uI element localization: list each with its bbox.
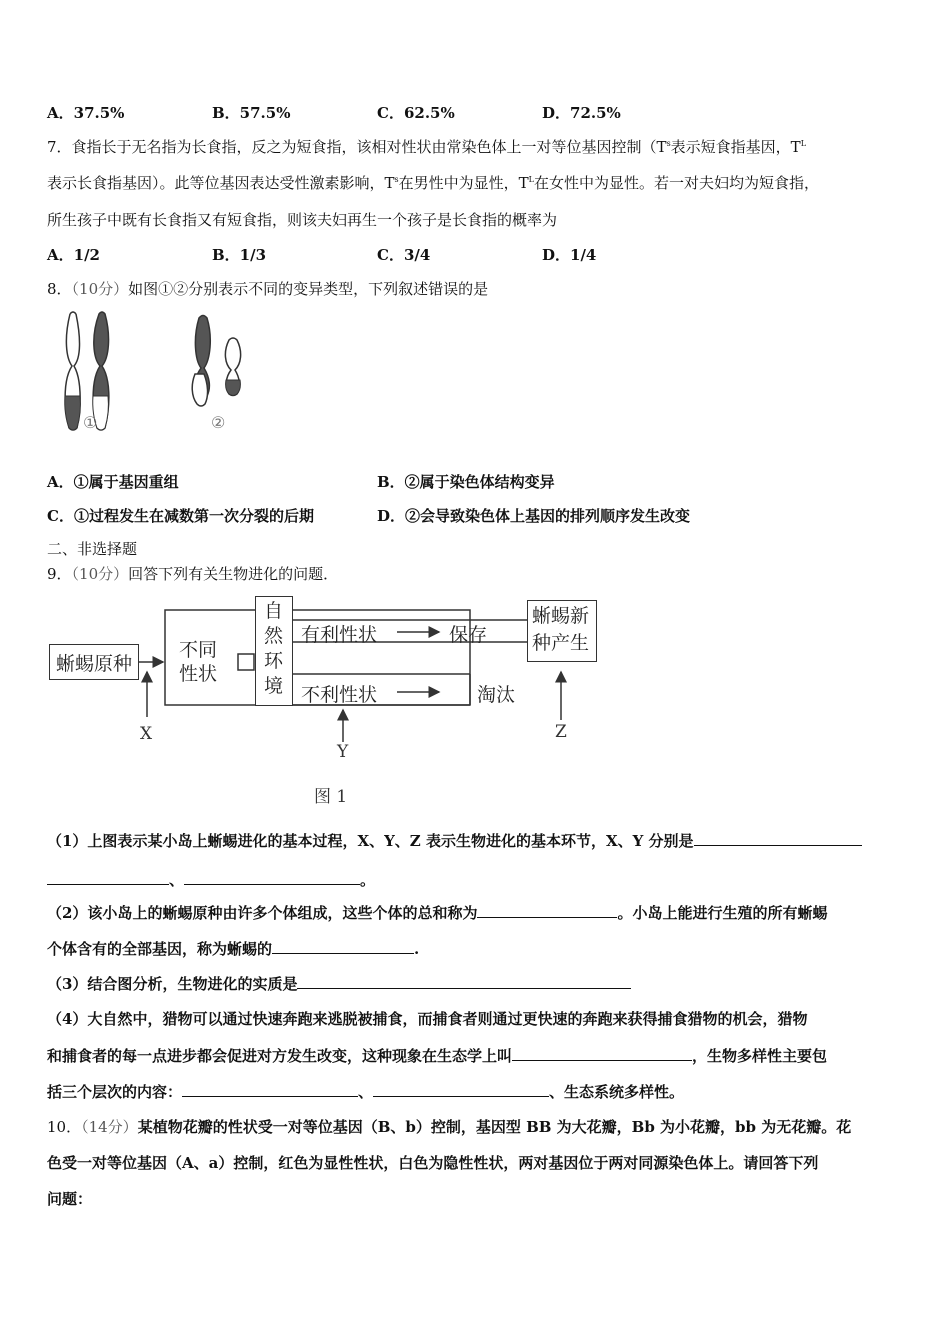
- q9-part-1-cont: [47, 870, 375, 890]
- question-number: 10．: [47, 1118, 82, 1136]
- q9-text: 、生态系统多样性。: [549, 1083, 685, 1101]
- favorable-label: 有利性状: [301, 624, 378, 646]
- q9-part-2-cont: [47, 939, 419, 959]
- q6-option-a: A．37.5%: [47, 104, 125, 122]
- eliminate-label: 淘汰: [477, 684, 516, 706]
- q7-superscript: L: [528, 175, 534, 184]
- q9-text: ，生物多样性主要包: [692, 1047, 828, 1065]
- q7-line-3: 所生孩子中既有长食指又有短食指，则该夫妇再生一个孩子是长食指的概率为: [47, 211, 558, 229]
- q7-option-c: C．3/4: [377, 246, 431, 264]
- chromosome-dark-tip: [226, 380, 241, 396]
- q9-text: 。小岛上能进行生殖的所有蜥蜴: [617, 904, 828, 922]
- q9-part-2: [47, 903, 827, 923]
- q9-text: 、: [169, 871, 185, 889]
- q9-text: （3）结合图分析，生物进化的实质是: [47, 975, 298, 993]
- section-heading: 二、非选择题: [47, 540, 138, 558]
- env-char: 然: [264, 625, 284, 647]
- env-char: 自: [264, 600, 284, 622]
- unfavorable-label: 不利性状: [301, 684, 378, 706]
- q7-option-d: D．1/4: [542, 246, 597, 264]
- new-species-line-2: 种产生: [532, 632, 590, 654]
- q7-superscript: s: [394, 175, 399, 184]
- answer-blank[interactable]: [272, 939, 414, 954]
- q9-text: 。: [360, 871, 376, 889]
- answer-blank[interactable]: [184, 870, 360, 885]
- new-species-box: [527, 600, 597, 662]
- traits-label: [179, 638, 217, 686]
- q7-option-a: A．1/2: [47, 246, 100, 264]
- q10-line-2: 色受一对等位基因（A、a）控制，红色为显性性状，白色为隐性性状，两对基因位于两对同源染色体上。请回答下列: [47, 1154, 819, 1172]
- q7-options: [47, 244, 907, 264]
- q7-superscript: L: [800, 139, 806, 148]
- q8-option-a: A．①属于基因重组: [47, 473, 179, 491]
- question-score: （14分）: [81, 1118, 138, 1136]
- keep-label: 保存: [449, 624, 488, 646]
- question-text: 某植物花瓣的性状受一对等位基因（B、b）控制，基因型 BB 为大花瓣，Bb 为小花瓣，bb 为无花瓣。花: [137, 1118, 852, 1136]
- answer-blank[interactable]: [373, 1082, 549, 1097]
- q9-text: 个体含有的全部基因，称为蜥蜴的: [47, 940, 273, 958]
- label-z: Z: [555, 722, 567, 742]
- q7-text: 在女性中为显性。若一对夫妇均为短食指，: [533, 174, 819, 192]
- q6-option-d: D．72.5%: [542, 104, 621, 122]
- q9-text: 、: [358, 1083, 374, 1101]
- q9-stem: [47, 564, 338, 584]
- answer-blank[interactable]: [694, 831, 862, 846]
- q8-option-d: D．②会导致染色体上基因的排列顺序发生改变: [377, 507, 691, 525]
- chromosome-figure: [55, 308, 265, 438]
- q9-text: 和捕食者的每一点进步都会促进对方发生改变，这种现象在生态学上叫: [47, 1047, 513, 1065]
- q8-options-row-1: [47, 471, 907, 491]
- q6-option-b: B．57.5%: [212, 104, 291, 122]
- figure-caption: 图 1: [314, 787, 348, 807]
- q7-option-b: B．1/3: [212, 246, 267, 264]
- q7-text: 表示短食指基因，T: [670, 138, 801, 156]
- question-number: 8．: [47, 280, 72, 298]
- q10-line-3: 问题：: [47, 1190, 93, 1208]
- question-text: 如图①②分别表示不同的变异类型，下列叙述错误的是: [128, 280, 489, 298]
- fig-label-1: ①: [83, 413, 98, 432]
- answer-blank[interactable]: [182, 1082, 358, 1097]
- chromosome-pair-2: [192, 316, 240, 407]
- q8-option-b: B．②属于染色体结构变异: [377, 473, 555, 491]
- q7-text: 在男性中为显性，T: [398, 174, 529, 192]
- q10-line-1: [47, 1117, 851, 1137]
- evolution-diagram: [45, 592, 615, 807]
- q9-part-4: （4）大自然中，猎物可以通过快速奔跑来逃脱被捕食，而捕食者则通过更快速的奔跑来获得捕食猎物的机会，猎物: [47, 1010, 808, 1028]
- answer-blank[interactable]: [297, 974, 631, 989]
- traits-line-1: 不同: [179, 639, 218, 661]
- question-score: （10分）: [71, 565, 129, 583]
- q8-option-c: C．①过程发生在减数第一次分裂的后期: [47, 507, 314, 525]
- env-char: 境: [264, 675, 284, 697]
- question-text: 回答下列有关生物进化的问题．: [128, 565, 339, 583]
- label-y: Y: [337, 742, 349, 762]
- answer-blank[interactable]: [477, 903, 617, 918]
- env-char: 环: [264, 650, 284, 672]
- q8-stem: [47, 279, 488, 299]
- q7-text: 表示长食指基因）。此等位基因表达受性激素影响，T: [47, 174, 395, 192]
- species-box: [49, 644, 139, 680]
- traits-line-2: 性状: [179, 663, 218, 685]
- q6-options: [47, 102, 907, 122]
- q9-part-4-cont: [47, 1046, 827, 1066]
- q9-text: .: [414, 940, 420, 958]
- q7-superscript: s: [666, 139, 671, 148]
- chromosome-dark-segment: [65, 396, 81, 430]
- species-label: 蜥蜴原种: [56, 653, 133, 675]
- q7-line-2: [47, 173, 819, 193]
- q7-line-1: [47, 137, 806, 157]
- q9-part-1: [47, 831, 862, 851]
- question-number: 9．: [47, 565, 72, 583]
- q9-part-3: [47, 974, 631, 994]
- environment-box: [255, 596, 293, 706]
- q9-text: 括三个层次的内容：: [47, 1083, 183, 1101]
- q9-text: （1）上图表示某小岛上蜥蜴进化的基本过程，X、Y、Z 表示生物进化的基本环节，X、Y 分别是: [47, 832, 694, 850]
- question-score: （10分）: [71, 280, 129, 298]
- label-x: X: [140, 724, 153, 744]
- q8-options-row-2: [47, 505, 907, 525]
- fig-label-2: ②: [211, 413, 226, 432]
- q9-part-4-cont-2: [47, 1082, 684, 1102]
- chromosome-white-tail: [192, 374, 207, 406]
- q6-option-c: C．62.5%: [377, 104, 455, 122]
- new-species-line-1: 蜥蜴新: [532, 605, 590, 627]
- answer-blank[interactable]: [47, 870, 169, 885]
- q7-text: 7．食指长于无名指为长食指，反之为短食指，该相对性状由常染色体上一对等位基因控制（T: [47, 138, 667, 156]
- q9-text: （2）该小岛上的蜥蜴原种由许多个体组成，这些个体的总和称为: [47, 904, 478, 922]
- answer-blank[interactable]: [512, 1046, 692, 1061]
